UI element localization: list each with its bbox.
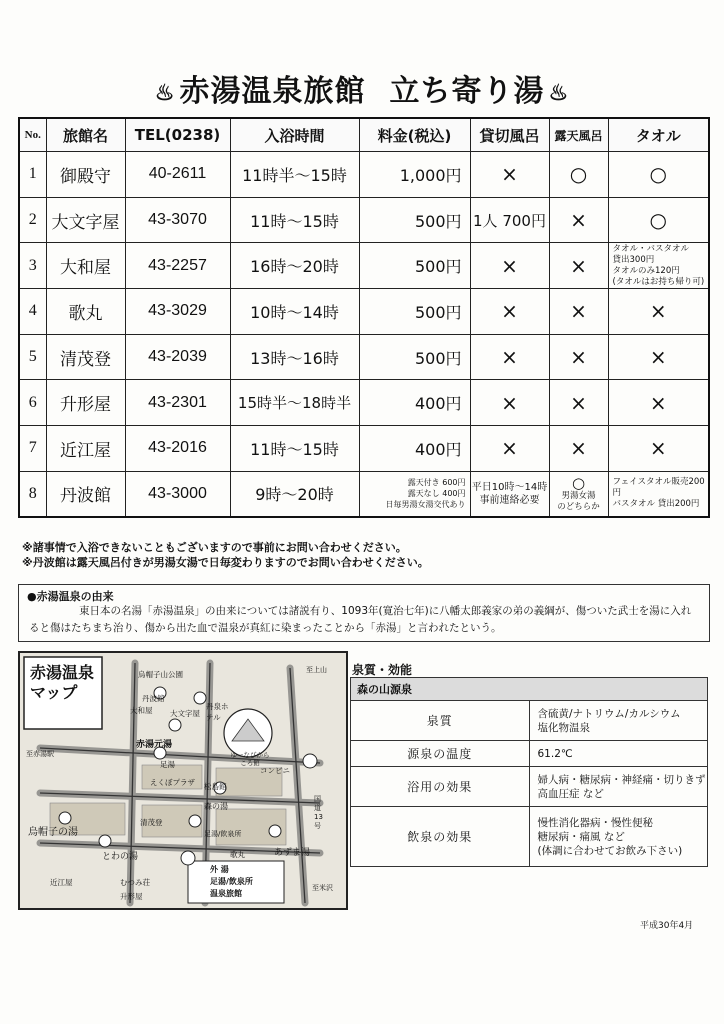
map-label: 清茂登	[140, 818, 163, 827]
price: 500円	[359, 334, 470, 380]
price-line: 露天なし 400円	[407, 489, 466, 499]
map-label: 松島館	[204, 782, 227, 791]
towel: ○	[608, 152, 709, 198]
quality-value	[529, 701, 708, 741]
map-label: 歌丸	[230, 850, 245, 859]
ryokan-name: 近江屋	[46, 426, 125, 472]
towel-line: フェイスタオル販売200円	[612, 477, 705, 499]
ryokan-tel: 43-3029	[125, 289, 230, 335]
map-label: 赤湯元湯	[136, 740, 173, 750]
map-label: 升形屋	[120, 892, 143, 901]
ryokan-table	[18, 117, 710, 518]
ryokan-name: 歌丸	[46, 289, 125, 335]
quality-value	[529, 767, 708, 807]
onsen-map	[18, 651, 348, 910]
quality-line: 慢性消化器病・慢性便秘	[537, 816, 653, 829]
roten	[549, 471, 608, 517]
title-main: 赤湯温泉旅館	[179, 74, 366, 109]
table-row	[19, 289, 709, 335]
col-header: 旅館名	[46, 118, 125, 152]
map-label: ゆーなびからころ館	[230, 751, 270, 767]
col-header: 貸切風呂	[470, 118, 549, 152]
table-row	[19, 152, 709, 198]
map-label: 至赤湯駅	[26, 750, 54, 758]
ryokan-name: 丹波館	[46, 471, 125, 517]
towel: ×	[608, 289, 709, 335]
towel-line: バスタオル 貸出200円	[612, 499, 700, 510]
roten: ×	[549, 289, 608, 335]
quality-key: 泉質	[351, 701, 530, 741]
origin-text: 東日本の名湯「赤湯温泉」の由来については諸説有り、1093年(寛治七年)に八幡太郎義家の弟の義綱が、傷ついた武士を湯に入れると傷はたちまち治り、傷から出た血で温泉が真紅に染まったことから「赤湯」と言われたという。	[29, 605, 692, 634]
quality-key: 源泉の温度	[351, 741, 530, 767]
table-row	[19, 197, 709, 243]
map-label: 至米沢	[312, 884, 333, 892]
row-no: 3	[19, 243, 46, 289]
roten: ×	[549, 243, 608, 289]
kashikiri: ×	[470, 334, 549, 380]
map-title: 赤湯温泉マップ	[30, 663, 95, 702]
kashikiri: ×	[470, 380, 549, 426]
bath-hours: 13時～16時	[230, 334, 359, 380]
bath-hours: 16時～20時	[230, 243, 359, 289]
source-name: 森の山源泉	[351, 678, 708, 701]
issue-date: 平成30年4月	[640, 921, 694, 931]
kashikiri-line: 事前連絡必要	[479, 494, 540, 506]
roten-mark: ○	[571, 473, 586, 492]
quality-value	[529, 741, 708, 767]
kashikiri	[470, 471, 549, 517]
roten-line: 男湯女湯	[561, 490, 596, 501]
kashikiri: 1人 700円	[470, 197, 549, 243]
table-header-row	[19, 118, 709, 152]
page-title	[0, 66, 724, 110]
quality-title: 泉質・効能	[352, 663, 413, 677]
roten-line: のどちらか	[557, 501, 600, 512]
notes	[22, 540, 429, 570]
col-header: 入浴時間	[230, 118, 359, 152]
row-no: 6	[19, 380, 46, 426]
map-label: 烏帽子山公園	[138, 670, 183, 679]
map-label: とわの湯	[102, 852, 139, 862]
row-no: 1	[19, 152, 46, 198]
table-row	[19, 471, 709, 517]
map-label: 足湯/飲泉所	[204, 830, 242, 838]
ryokan-name: 御殿守	[46, 152, 125, 198]
bath-hours: 15時半～18時半	[230, 380, 359, 426]
title-sub: 立ち寄り湯	[389, 74, 545, 109]
towel-line: 貸出300円	[612, 254, 655, 265]
ryokan-tel: 43-3000	[125, 471, 230, 517]
price: 1,000円	[359, 152, 470, 198]
bath-hours: 9時～20時	[230, 471, 359, 517]
map-label: コンビニ	[260, 766, 290, 775]
quality-key: 浴用の効果	[351, 767, 530, 807]
map-label: 烏帽子の湯	[28, 827, 78, 838]
col-header: 露天風呂	[549, 118, 608, 152]
quality-line: (体調に合わせてお飲み下さい)	[537, 844, 683, 857]
map-label: 近江屋	[50, 878, 73, 887]
quality-key: 飲泉の効果	[351, 807, 530, 867]
col-header: No.	[19, 118, 46, 152]
map-label: あずま湯	[274, 848, 311, 858]
quality-line: 塩化物温泉	[537, 721, 590, 734]
towel	[608, 471, 709, 517]
map-label: 大和屋	[130, 706, 153, 715]
price: 500円	[359, 197, 470, 243]
quality-line: 含硫黄/ナトリウム/カルシウム	[537, 707, 681, 720]
ryokan-name: 升形屋	[46, 380, 125, 426]
towel: ○	[608, 197, 709, 243]
table-row	[19, 426, 709, 472]
kashikiri: ×	[470, 152, 549, 198]
roten: ○	[549, 152, 608, 198]
quality-line: 糖尿病・痛風 など	[537, 830, 625, 843]
row-no: 4	[19, 289, 46, 335]
row-no: 7	[19, 426, 46, 472]
towel	[608, 243, 709, 289]
row-no: 8	[19, 471, 46, 517]
row-no: 5	[19, 334, 46, 380]
towel-line: (タオルはお持ち帰り可)	[612, 276, 705, 287]
roten: ×	[549, 426, 608, 472]
note-line: ※諸事情で入浴できないこともございますので事前にお問い合わせください。	[22, 541, 407, 554]
ryokan-tel: 43-2257	[125, 243, 230, 289]
col-header: タオル	[608, 118, 709, 152]
ryokan-tel: 43-2039	[125, 334, 230, 380]
ryokan-name: 大文字屋	[46, 197, 125, 243]
roten: ×	[549, 197, 608, 243]
price-line: 日毎男湯女湯交代あり	[385, 500, 466, 510]
map-legend-item: 足湯/飲泉所	[210, 877, 253, 886]
col-header: TEL(0238)	[125, 118, 230, 152]
origin-heading: ●赤湯温泉の由来	[27, 590, 114, 603]
table-row	[19, 380, 709, 426]
note-line: ※丹波館は露天風呂付きが男湯女湯で日毎変わりますのでお問い合わせください。	[22, 556, 429, 569]
ryokan-tel: 43-2016	[125, 426, 230, 472]
kashikiri: ×	[470, 426, 549, 472]
towel-line: タオルのみ120円	[612, 265, 680, 276]
quality-line: 婦人病・糖尿病・神経痛・切りきず	[537, 773, 706, 786]
price: 500円	[359, 289, 470, 335]
map-label: 森の湯	[204, 802, 228, 811]
bath-hours: 11時半～15時	[230, 152, 359, 198]
ryokan-tel: 40-2611	[125, 152, 230, 198]
map-legend-item: 外 湯	[210, 865, 229, 874]
ryokan-name: 大和屋	[46, 243, 125, 289]
origin-box	[18, 584, 710, 642]
map-label: むつみ荘	[120, 878, 150, 887]
towel: ×	[608, 426, 709, 472]
table-row	[19, 243, 709, 289]
price-line: 露天付き 600円	[407, 478, 466, 488]
map-label: えくぼプラザ	[150, 778, 195, 787]
price: 400円	[359, 426, 470, 472]
quality-table	[350, 677, 708, 867]
map-label: 大文字屋	[170, 709, 200, 718]
bath-hours: 11時～15時	[230, 197, 359, 243]
quality-value	[529, 807, 708, 867]
col-header: 料金(税込)	[359, 118, 470, 152]
table-row	[19, 334, 709, 380]
row-no: 2	[19, 197, 46, 243]
ryokan-tel: 43-2301	[125, 380, 230, 426]
onsen-icon: ♨	[154, 80, 176, 106]
price	[359, 471, 470, 517]
ryokan-name: 清茂登	[46, 334, 125, 380]
price: 500円	[359, 243, 470, 289]
map-label: 足湯	[160, 760, 175, 769]
ryokan-tel: 43-3070	[125, 197, 230, 243]
roten: ×	[549, 380, 608, 426]
quality-line: 高血圧症 など	[537, 787, 604, 800]
bath-hours: 11時～15時	[230, 426, 359, 472]
kashikiri-line: 平日10時～14時	[471, 481, 548, 493]
price: 400円	[359, 380, 470, 426]
roten: ×	[549, 334, 608, 380]
onsen-icon: ♨	[548, 80, 570, 106]
map-legend-item: 温泉旅館	[210, 889, 242, 898]
bath-hours: 10時～14時	[230, 289, 359, 335]
towel: ×	[608, 380, 709, 426]
towel-line: タオル・バスタオル	[612, 243, 690, 254]
towel: ×	[608, 334, 709, 380]
map-label: 丹波館	[142, 694, 165, 703]
kashikiri: ×	[470, 243, 549, 289]
map-label: 国道13号	[314, 795, 323, 830]
map-label: 至上山	[306, 666, 327, 674]
kashikiri: ×	[470, 289, 549, 335]
quality-line: 61.2℃	[537, 747, 573, 760]
map-label: 丹泉ホテル	[206, 702, 229, 722]
